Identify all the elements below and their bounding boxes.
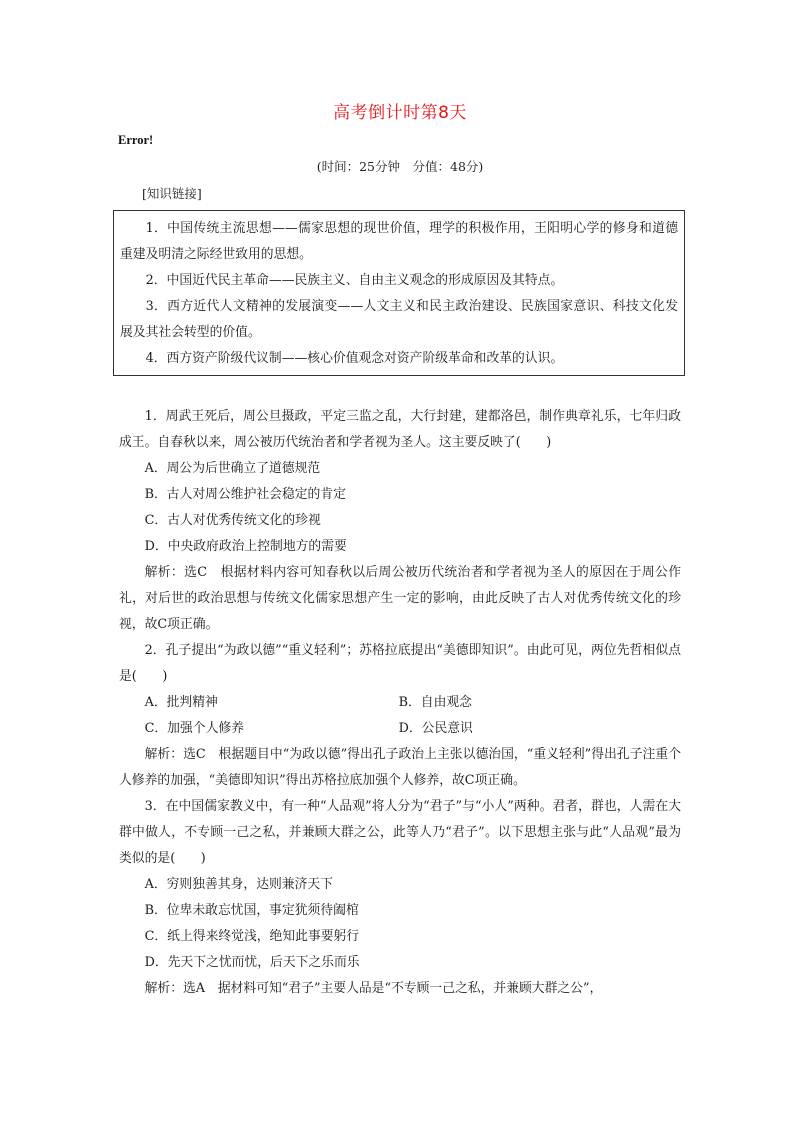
- analysis: 解析：选C 根据题目中“为政以德”得出孔子政治上主张以德治国，“重义轻利”得出孔子注重个人修养的加强，“美德即知识”得出苏格拉底加强个人修养，故C项正确。: [119, 747, 681, 788]
- questions-section: [119, 404, 681, 1002]
- option-a: A．周公为后世确立了道德规范: [144, 461, 321, 476]
- knowledge-item: 2．中国近代民主革命——民族主义、自由主义观念的形成原因及其特点。: [145, 273, 564, 288]
- question-stem: 1．周武王死后，周公旦摄政，平定三监之乱，大行封建，建都洛邑，制作典章礼乐，七年归政成王。自春秋以来，周公被历代统治者和学者视为圣人。这主要反映了( ): [119, 409, 681, 450]
- option-a: A．穷则独善其身，达则兼济天下: [144, 877, 333, 892]
- option-d: D．先天下之忧而忧，后天下之乐而乐: [144, 955, 360, 970]
- question-2: [119, 638, 681, 794]
- option-c: C．加强个人修养: [144, 721, 244, 736]
- question-3: [119, 794, 681, 1002]
- options-row: [119, 716, 681, 742]
- time-score-info: (时间：25分钟 分值：48分): [316, 159, 484, 174]
- knowledge-item: 4．西方资产阶级代议制——核心价值观念对资产阶级革命和改革的认识。: [145, 351, 564, 366]
- option-a: A．批判精神: [144, 695, 218, 710]
- option-d: D．公民意识: [398, 721, 473, 736]
- question-1: [119, 404, 681, 638]
- knowledge-box: [113, 210, 685, 376]
- analysis: 解析：选A 据材料可知“君子”主要人品是“不专顾一己之私，并兼顾大群之公”，: [144, 981, 603, 996]
- option-b: B．自由观念: [398, 695, 472, 710]
- error-field-text: Error!: [118, 133, 154, 147]
- option-b: B．古人对周公维护社会稳定的肯定: [144, 487, 346, 502]
- knowledge-item: 3．西方近代人文精神的发展演变——人文主义和民主政治建设、民族国家意识、科技文化发展及其社会转型的价值。: [120, 299, 678, 340]
- analysis: 解析：选C 根据材料内容可知春秋以后周公被历代统治者和学者视为圣人的原因在于周公作礼，对后世的政治思想与传统文化儒家思想产生一定的影响，由此反映了古人对优秀传统文化的珍视，故C项正确。: [119, 565, 681, 632]
- page-title: 高考倒计时第8天: [333, 103, 467, 123]
- knowledge-item: 1．中国传统主流思想——儒家思想的现世价值，理学的积极作用，王阳明心学的修身和道德重建及明清之际经世致用的思想。: [120, 221, 678, 262]
- option-c: C．纸上得来终觉浅，绝知此事要躬行: [144, 929, 360, 944]
- question-stem: 3．在中国儒家教义中，有一种“人品观”将人分为“君子”与“小人”两种。君者，群也，人需在大群中做人，不专顾一己之私，并兼顾大群之公，此等人乃“君子”。以下思想主张与此“人品观”最为类似的是( ): [119, 799, 681, 866]
- options-row: [119, 690, 681, 716]
- option-c: C．古人对优秀传统文化的珍视: [144, 513, 321, 528]
- option-d: D．中央政府政治上控制地方的需要: [144, 539, 347, 554]
- question-stem: 2．孔子提出“为政以德”“重义轻利”；苏格拉底提出“美德即知识”。由此可见，两位先哲相似点是( ): [119, 643, 681, 684]
- option-b: B．位卑未敢忘忧国，事定犹须待阖棺: [144, 903, 359, 918]
- knowledge-link-label: [知识链接]: [142, 186, 202, 201]
